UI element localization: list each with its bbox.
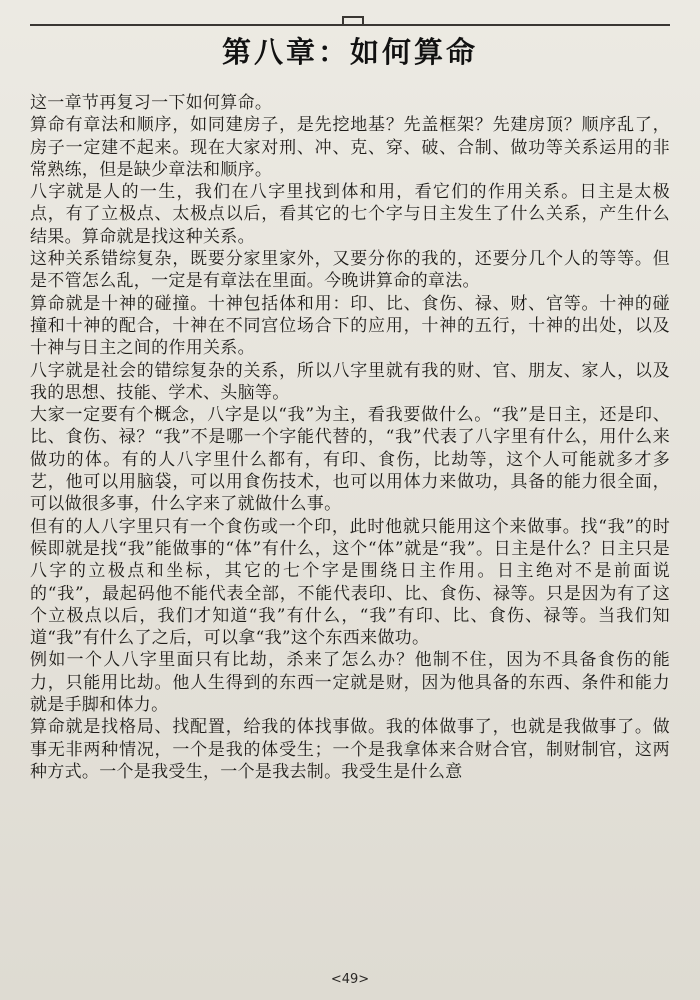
paragraph: 例如一个人八字里面只有比劫，杀来了怎么办？他制不住，因为不具备食伤的能力，只能用比劫。他人生得到的东西一定就是财，因为他具备的东西、条件和能力就是手脚和体力。 bbox=[30, 650, 670, 716]
paragraph: 这种关系错综复杂，既要分家里家外，又要分你的我的，还要分几个人的等等。但是不管怎么乱，一定是有章法在里面。今晚讲算命的章法。 bbox=[30, 249, 670, 292]
paragraph: 这一章节再复习一下如何算命。 bbox=[30, 93, 273, 113]
paragraph: 但有的人八字里只有一个食伤或一个印，此时他就只能用这个来做事。找“我”的时候即就是找“我”能做事的“体”有什么，这个“体”就是“我”。日主是什么？日主只是八字的立极点和坐标，其它的七个字是围绕日主作用。日主绝对不是前面说的“我”，最起码他不能代表全部，不能代表印、比、食伤、禄等。只是因为有了这个立极点以后，我们才知道“我”有什么，“我”有印、比、食伤、禄等。当我们知道“我”有什么了之后，可以拿“我”这个东西来做功。 bbox=[30, 516, 670, 649]
paragraph: 大家一定要有个概念，八字是以“我”为主，看我要做什么。“我”是日主，还是印、比、食伤、禄？“我”不是哪一个字能代替的，“我”代表了八字里有什么，用什么来做功的体。有的人八字里什么都有，有印、食伤，比劫等，这个人可能就多才多艺，他可以用脑袋，可以用食伤技术，也可以用体力来做功，具备的能力很全面，可以做很多事，什么字来了就做什么事。 bbox=[30, 405, 670, 515]
body-text bbox=[30, 92, 670, 783]
chapter-title: 第八章：如何算命 bbox=[221, 35, 478, 69]
paragraph: 算命就是找格局、找配置，给我的体找事做。我的体做事了，也就是我做事了。做事无非两种情况，一个是我的体受生；一个是我拿体来合财合官，制财制官，这两种方式。一个是我受生，一个是我去制。我受生是什么意 bbox=[30, 717, 670, 782]
paragraph: 八字就是人的一生，我们在八字里找到体和用，看它们的作用关系。日主是太极点，有了立极点、太极点以后，看其它的七个字与日主发生了什么关系，产生什么结果。算命就是找这种关系。 bbox=[30, 182, 670, 247]
paragraph: 算命有章法和顺序，如同建房子，是先挖地基？先盖框架？先建房顶？顺序乱了，房子一定建不起来。现在大家对刑、冲、克、穿、破、合制、做功等关系运用的非常熟练，但是缺少章法和顺序。 bbox=[30, 115, 670, 180]
paragraph: 算命就是十神的碰撞。十神包括体和用：印、比、食伤、禄、财、官等。十神的碰撞和十神的配合，十神在不同宫位场合下的应用，十神的五行，十神的出处，以及十神与日主之间的作用关系。 bbox=[30, 293, 670, 359]
paragraph: 八字就是社会的错综复杂的关系，所以八字里就有我的财、官、朋友、家人，以及我的思想、技能、学术、头脑等。 bbox=[30, 360, 670, 403]
page-number: <49> bbox=[330, 972, 370, 987]
header-mark bbox=[342, 16, 364, 26]
